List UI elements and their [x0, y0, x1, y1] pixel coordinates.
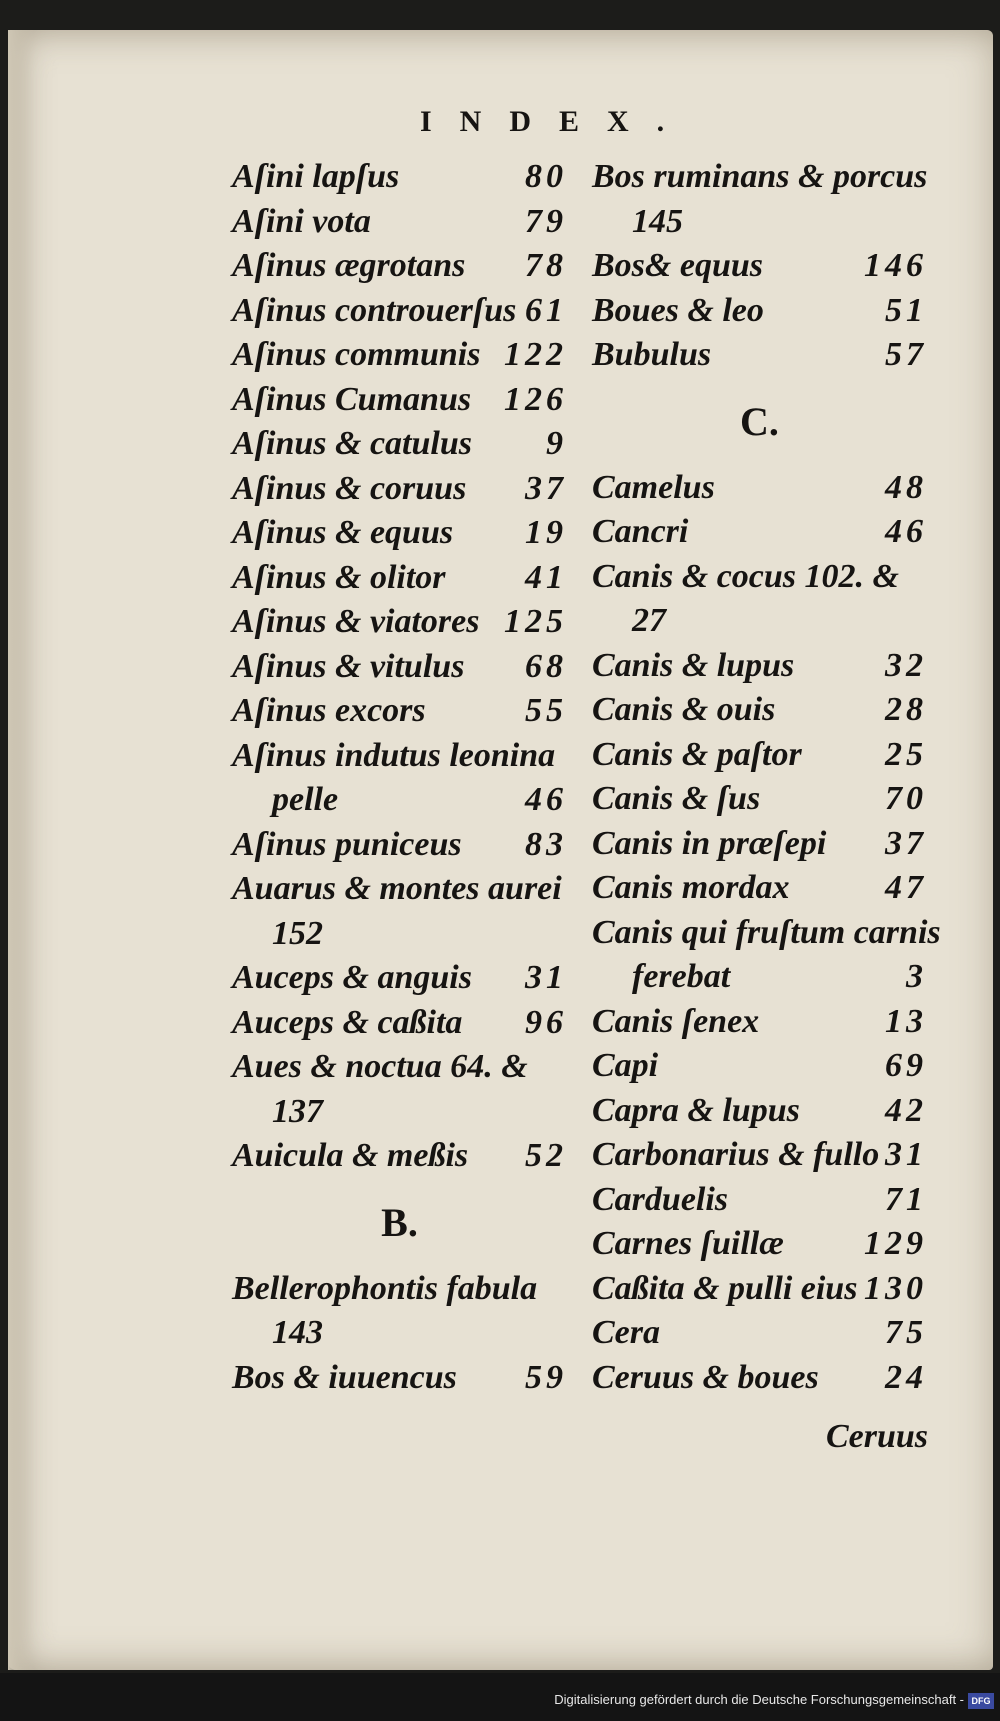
index-entry [592, 1178, 927, 1223]
entry-term: Aſinus & viatores [232, 603, 480, 640]
entry-page-number: 55 [525, 692, 567, 729]
index-entry [592, 555, 927, 600]
entry-term: Aſinus controuerſus [232, 291, 517, 329]
entry-term: Capi [592, 1047, 659, 1084]
entry-term: Canis & cocus 102. & [592, 557, 899, 595]
index-entry [232, 556, 567, 601]
section-letter: B. [381, 1199, 418, 1245]
entry-page-number: 31 [525, 959, 567, 996]
entry-term: Auicula & meßis [232, 1137, 469, 1174]
entry-page-number: 37 [525, 469, 567, 507]
entry-term: Aſinus & olitor [232, 558, 446, 596]
index-entry [232, 645, 567, 690]
entry-term: Bos & iuuencus [232, 1358, 457, 1396]
page-heading: INDEX. [420, 105, 693, 138]
index-entry [592, 1089, 927, 1134]
entry-term: Aſinus excors [232, 692, 426, 729]
index-entry-continuation [232, 778, 567, 823]
section-letter: C. [740, 398, 779, 444]
entry-page-number: 37 [885, 824, 927, 862]
entry-term: Canis qui fruſtum carnis [592, 913, 941, 951]
index-entry [232, 467, 567, 512]
entry-term: Bos ruminans & porcus [592, 158, 928, 195]
entry-page-number: 70 [885, 780, 927, 817]
index-entry [592, 1356, 927, 1401]
entry-page-number: 68 [525, 647, 567, 685]
entry-term: Aſinus & vitulus [232, 647, 465, 685]
entry-term: Carnes ſuillæ [592, 1225, 784, 1262]
entry-term: Auceps & anguis [232, 959, 472, 996]
entry-page-number: 31 [885, 1136, 927, 1173]
entry-page-number: 25 [885, 735, 927, 773]
index-entry [232, 1001, 567, 1046]
index-entry [232, 1134, 567, 1179]
entry-term: Canis & ouis [592, 691, 776, 728]
entry-term: Aſinus & equus [232, 514, 454, 551]
entry-term: Capra & lupus [592, 1091, 800, 1129]
entry-page-number: 52 [525, 1137, 567, 1174]
index-entry [232, 1356, 567, 1401]
page-gutter-shadow [8, 30, 34, 1670]
entry-term: Aſinus ægrotans [232, 247, 466, 284]
entry-term: Aſinus communis [232, 336, 481, 373]
index-entry [232, 244, 567, 289]
index-entry-continuation [592, 599, 927, 644]
index-entry [592, 1133, 927, 1178]
index-entry [592, 777, 927, 822]
entry-term: Cancri [592, 513, 689, 550]
index-entry [232, 1045, 567, 1090]
entry-term: Canis & lupus [592, 646, 795, 684]
entry-term: Aſinus puniceus [232, 825, 462, 863]
index-entry [592, 688, 927, 733]
entry-page-number: 24 [885, 1358, 927, 1396]
entry-term: Aſinus & coruus [232, 469, 467, 507]
entry-page-number: 41 [525, 558, 567, 596]
entry-term: Auceps & caßita [232, 1003, 463, 1041]
index-entry [592, 733, 927, 778]
entry-term: Canis & paſtor [592, 735, 802, 773]
entry-page-number: 3 [906, 958, 927, 995]
index-entry [232, 600, 567, 645]
entry-page-number: 146 [864, 247, 927, 284]
index-entry [232, 511, 567, 556]
index-column-right [592, 155, 941, 1400]
index-entry [592, 510, 927, 555]
entry-page-number: 59 [525, 1358, 567, 1396]
entry-term: 152 [272, 914, 323, 952]
index-entry [232, 378, 567, 423]
entry-term: 27 [632, 602, 666, 639]
index-entry [232, 956, 567, 1001]
entry-term: Bos& equus [592, 247, 763, 284]
index-entry [592, 244, 927, 289]
entry-term: Aſinus indutus leonina [232, 736, 556, 774]
entry-page-number: 61 [525, 291, 567, 329]
entry-page-number: 71 [885, 1180, 927, 1218]
index-entry [592, 466, 927, 511]
entry-term: pelle [272, 781, 339, 818]
index-entry-continuation [232, 1090, 567, 1135]
catchword: Ceruus [825, 1418, 928, 1455]
entry-page-number: 46 [525, 781, 567, 818]
index-entry [592, 1000, 927, 1045]
entry-page-number: 69 [885, 1047, 927, 1084]
entry-term: 137 [272, 1092, 323, 1130]
entry-page-number: 130 [864, 1269, 927, 1307]
entry-term: 143 [272, 1314, 323, 1351]
entry-term: Carbonarius & fullo [592, 1136, 880, 1173]
entry-page-number: 32 [885, 646, 927, 684]
entry-page-number: 28 [885, 691, 927, 728]
entry-page-number: 48 [885, 468, 927, 506]
entry-term: Boues & leo [592, 291, 764, 329]
entry-page-number: 51 [885, 291, 927, 329]
index-column-left [232, 155, 567, 1400]
entry-term: Aſini lapſus [232, 158, 400, 195]
index-entry-continuation [232, 912, 567, 957]
entry-term: Bellerophontis fabula [232, 1269, 538, 1307]
index-entry [592, 1311, 927, 1356]
entry-term: Auarus & montes aurei [232, 870, 562, 907]
entry-term: Aues & noctua 64. & [232, 1048, 528, 1085]
index-entry-continuation [232, 1311, 567, 1356]
entry-page-number: 129 [864, 1225, 927, 1262]
entry-page-number: 42 [885, 1091, 927, 1129]
index-entry [592, 644, 927, 689]
index-entry [592, 289, 927, 334]
entry-page-number: 80 [525, 158, 567, 195]
entry-page-number: 75 [885, 1314, 927, 1351]
entry-page-number: 19 [525, 514, 567, 551]
entry-term: Aſini vota [232, 202, 371, 240]
entry-page-number: 79 [525, 202, 567, 240]
entry-term: Carduelis [592, 1180, 729, 1218]
entry-page-number: 96 [525, 1003, 567, 1041]
entry-term: Canis & ſus [592, 780, 761, 817]
entry-term: Bubulus [592, 336, 712, 373]
entry-page-number: 126 [504, 380, 567, 418]
entry-page-number: 57 [885, 336, 927, 373]
index-entry [592, 1267, 927, 1312]
index-entry [592, 1222, 927, 1267]
entry-term: Canis in præſepi [592, 824, 827, 862]
entry-term: Cera [592, 1314, 660, 1351]
entry-term: Aſinus Cumanus [232, 380, 472, 418]
entry-term: 145 [632, 202, 683, 240]
entry-term: Ceruus & boues [592, 1358, 819, 1396]
entry-page-number: 78 [525, 247, 567, 284]
entry-term: ferebat [632, 958, 731, 995]
dfg-logo: DFG [968, 1693, 994, 1709]
entry-page-number: 13 [885, 1002, 927, 1040]
index-entry [592, 822, 927, 867]
entry-term: Aſinus & catulus [232, 425, 472, 462]
index-entry [232, 734, 567, 779]
index-entry [232, 333, 567, 378]
index-entry [592, 866, 927, 911]
footer-bar [0, 1673, 1000, 1721]
index-entry [592, 911, 941, 956]
footer-credit: Digitalisierung gefördert durch die Deutsche Forschungsgemeinschaft - [554, 1692, 964, 1707]
index-entry [232, 689, 567, 734]
index-entry [232, 155, 567, 200]
index-entry [592, 1044, 927, 1089]
entry-page-number: 47 [885, 869, 927, 906]
entry-term: Canis mordax [592, 869, 790, 906]
entry-page-number: 9 [546, 425, 567, 462]
index-entry [592, 333, 927, 378]
index-entry [232, 867, 567, 912]
index-entry [232, 1267, 567, 1312]
entry-page-number: 83 [525, 825, 567, 863]
entry-page-number: 46 [885, 513, 927, 550]
entry-term: Caßita & pulli eius [592, 1269, 858, 1307]
entry-page-number: 125 [504, 603, 567, 640]
entry-page-number: 122 [504, 336, 567, 373]
index-entry [592, 155, 927, 200]
entry-term: Camelus [592, 468, 715, 506]
index-entry [232, 289, 567, 334]
entry-term: Canis ſenex [592, 1002, 760, 1040]
index-entry [232, 200, 567, 245]
index-entry [232, 422, 567, 467]
index-entry [232, 823, 567, 868]
index-entry-continuation [592, 200, 927, 245]
index-entry-continuation [592, 955, 927, 1000]
